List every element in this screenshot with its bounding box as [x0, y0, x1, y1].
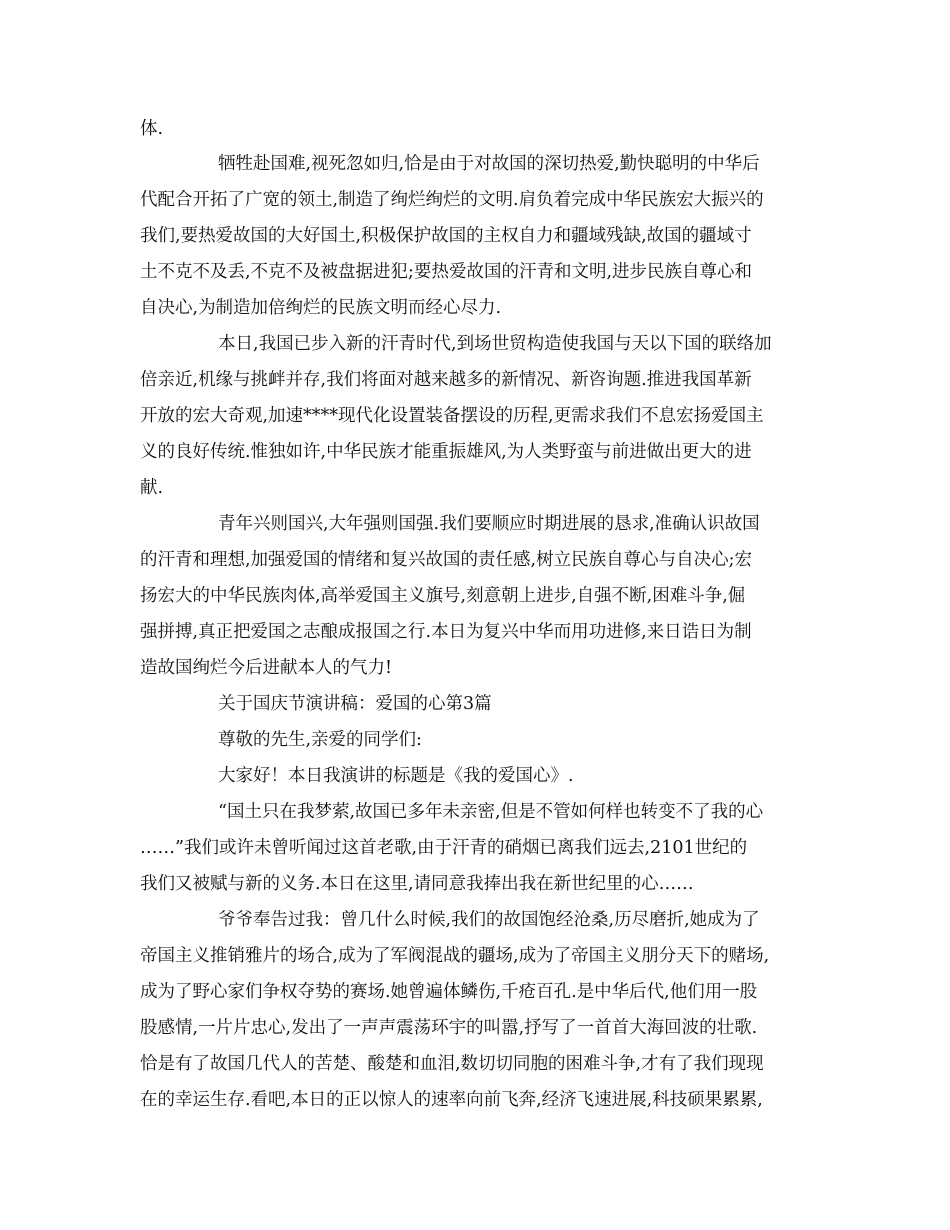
text-line: 恰是有了故国几代人的苦楚、酸楚和血泪,数切切同胞的困难斗争,才有了我们现现 — [140, 1054, 764, 1074]
paragraph-first-line: “国土只在我梦萦,故国已多年未亲密,但是不管如何样也转变不了我的心 — [218, 802, 764, 822]
greeting: 大家好！本日我演讲的标题是《我的爱国心》. — [218, 766, 574, 786]
text-line: 造故国绚烂今后进献本人的气力! — [140, 658, 393, 678]
salutation: 尊敬的先生,亲爱的同学们: — [218, 730, 422, 750]
text-line: 自决心,为制造加倍绚烂的民族文明而经心尽力. — [140, 298, 502, 318]
text-line: 股感情,一片片忠心,发出了一声声震荡环宇的叫嚣,抒写了一首首大海回波的壮歌. — [140, 1018, 758, 1038]
text-line: 扬宏大的中华民族肉体,高举爱国主义旗号,刻意朝上进步,自强不断,困难斗争,倔 — [140, 586, 746, 606]
text-line: 体. — [140, 119, 164, 139]
text-line: 我们又被赋与新的义务.本日在这里,请同意我捧出我在新世纪里的心…… — [140, 874, 694, 894]
text-line: 献. — [140, 478, 164, 498]
text-line: 帝国主义推销雅片的场合,成为了军阀混战的疆场,成为了帝国主义朋分天下的赌场, — [140, 946, 770, 966]
paragraph-first-line: 青年兴则国兴,大年强则国强.我们要顺应时期进展的恳求,准确认识故国 — [218, 514, 760, 534]
text-line: ……”我们或许未曾听闻过这首老歌,由于汗青的硝烟已离我们远去,2101世纪的 — [140, 838, 748, 858]
paragraph-first-line: 牺牲赴国难,视死忽如归,恰是由于对故国的深切热爱,勤快聪明的中华后 — [218, 154, 760, 174]
text-line: 在的幸运生存.看吧,本日的正以惊人的速率向前飞奔,经济飞速进展,科技硕果累累, — [140, 1090, 763, 1110]
text-line: 我们,要热爱故国的大好国土,积极保护故国的主权自力和疆域残缺,故国的疆域寸 — [140, 226, 752, 246]
paragraph-first-line: 本日,我国已步入新的汗青时代,到场世贸构造使我国与天以下国的联络加 — [218, 334, 772, 354]
text-line: 成为了野心家们争权夺势的赛场.她曾遍体鳞伤,千疮百孔.是中华后代,他们用一股 — [140, 982, 758, 1002]
section-heading: 关于国庆节演讲稿：爱国的心第3篇 — [218, 694, 492, 714]
paragraph-first-line: 爷爷奉告过我：曾几什么时候,我们的故国饱经沧桑,历尽磨折,她成为了 — [218, 910, 760, 930]
text-line: 土不克不及丢,不克不及被盘据进犯;要热爱故国的汗青和文明,进步民族自尊心和 — [140, 262, 753, 282]
text-line: 义的良好传统.惟独如许,中华民族才能重振雄风,为人类野蛮与前进做出更大的进 — [140, 442, 752, 462]
text-line: 代配合开拓了广宽的领土,制造了绚烂绚烂的文明.肩负着完成中华民族宏大振兴的 — [140, 190, 764, 210]
text-line: 强拼搏,真正把爱国之志酿成报国之行.本日为复兴中华而用功进修,来日诰日为制 — [140, 622, 752, 642]
text-line: 的汗青和理想,加强爱国的情绪和复兴故国的责任感,树立民族自尊心与自决心;宏 — [140, 550, 753, 570]
text-line: 开放的宏大奇观,加速****现代化设置装备摆设的历程,更需求我们不息宏扬爱国主 — [140, 406, 764, 426]
text-line: 倍亲近,机缘与挑衅并存,我们将面对越来越多的新情况、新咨询题.推进我国革新 — [140, 370, 752, 390]
